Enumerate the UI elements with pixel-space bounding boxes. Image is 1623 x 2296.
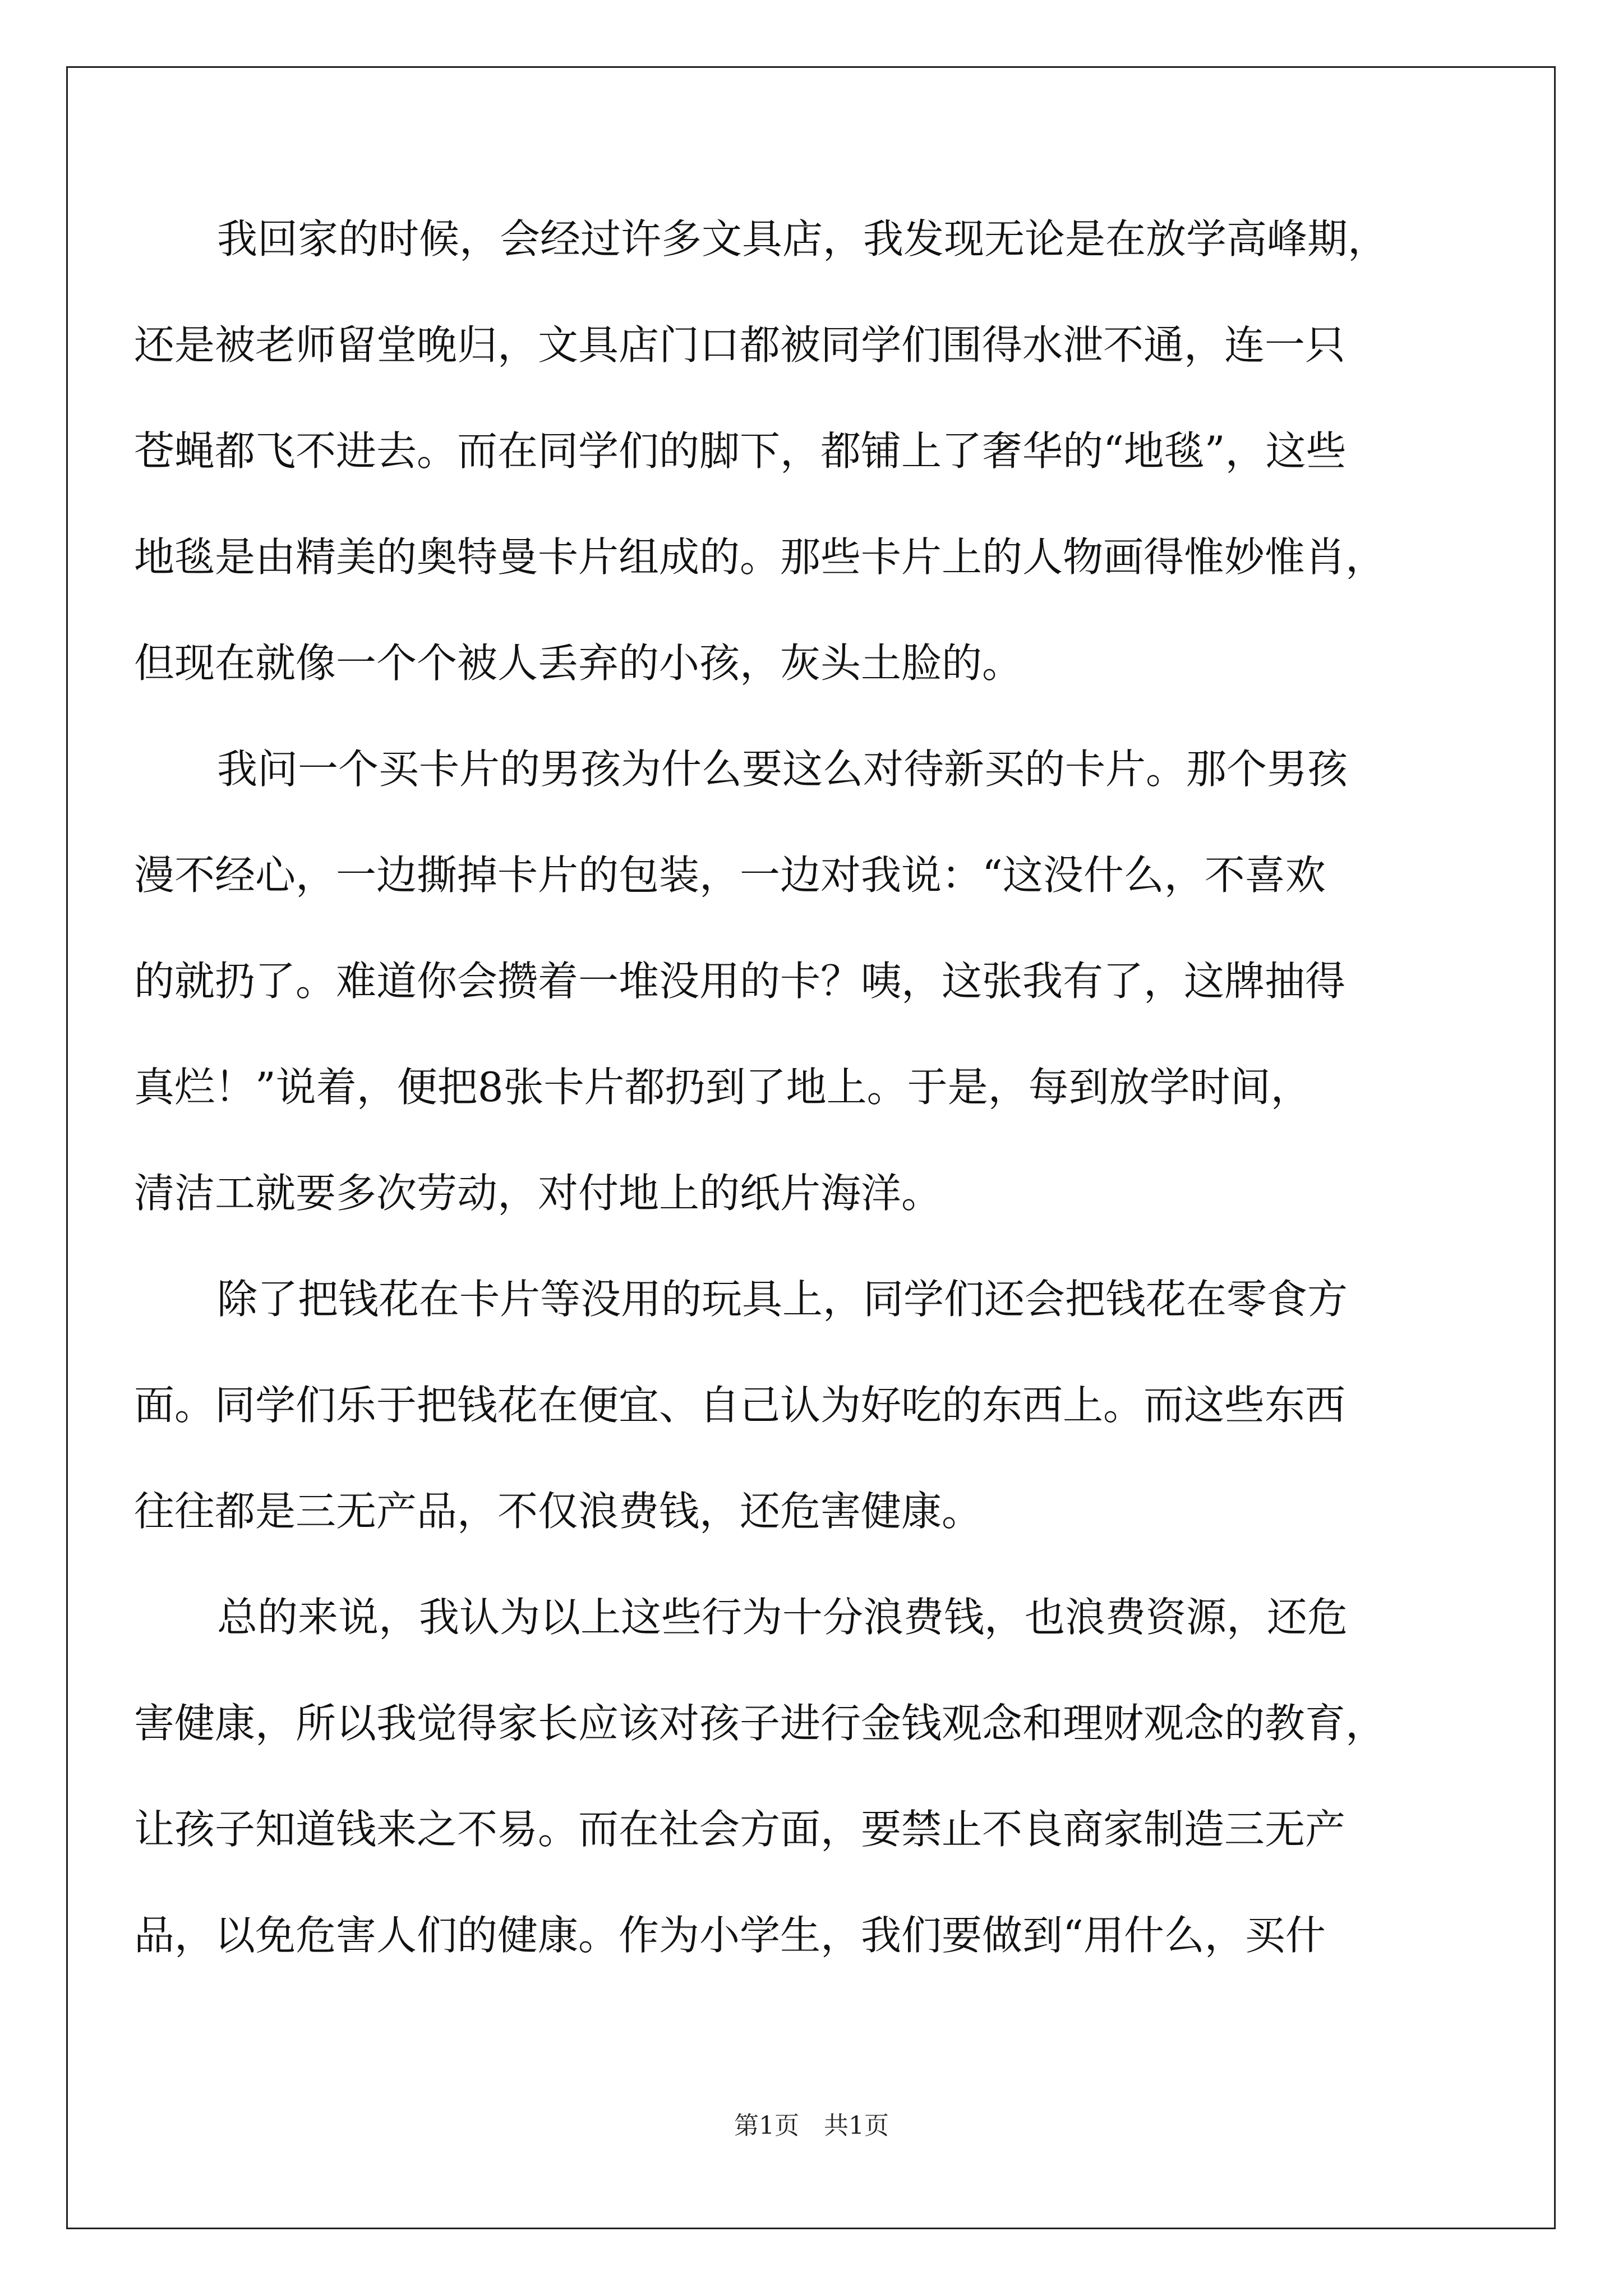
text-line: 但现在就像一个个被人丢弃的小孩，灰头土脸的。 <box>134 639 1023 687</box>
paragraph-3 <box>134 1246 1430 1565</box>
paragraph-2 <box>134 716 1430 1246</box>
document-body <box>134 186 1430 1989</box>
text-line: 让孩子知道钱来之不易。而在社会方面，要禁止不良商家制造三无产 <box>134 1806 1346 1853</box>
text-line: 还是被老师留堂晚归，文具店门口都被同学们围得水泄不通，连一只 <box>134 321 1346 369</box>
text-line: 的就扔了。难道你会攒着一堆没用的卡？咦，这张我有了，这牌抽得 <box>134 958 1346 1005</box>
text-line: 苍蝇都飞不进去。而在同学们的脚下，都铺上了奢华的“地毯”，这些 <box>134 427 1347 475</box>
paragraph-1 <box>134 186 1430 716</box>
text-line: 总的来说，我认为以上这些行为十分浪费钱，也浪费资源，还危 <box>217 1594 1348 1641</box>
page-footer <box>0 2109 1623 2143</box>
page-number-label: 第1页 共1页 <box>734 2111 889 2140</box>
text-line: 我问一个买卡片的男孩为什么要这么对待新买的卡片。那个男孩 <box>217 746 1348 793</box>
text-line: 清洁工就要多次劳动，对付地上的纸片海洋。 <box>134 1170 942 1217</box>
text-line: 面。同学们乐于把钱花在便宜、自己认为好吃的东西上。而这些东西 <box>134 1382 1346 1429</box>
text-line: 漫不经心，一边撕掉卡片的包装，一边对我说：“这没什么，不喜欢 <box>134 852 1326 899</box>
text-line: 品，以免危害人们的健康。作为小学生，我们要做到“用什么，买什 <box>134 1912 1326 1959</box>
text-line: 地毯是由精美的奥特曼卡片组成的。那些卡片上的人物画得惟妙惟肖， <box>134 533 1386 581</box>
text-line: 往往都是三无产品，不仅浪费钱，还危害健康。 <box>134 1488 983 1535</box>
text-line: 除了把钱花在卡片等没用的玩具上，同学们还会把钱花在零食方 <box>217 1276 1348 1323</box>
paragraph-4 <box>134 1565 1430 1989</box>
text-line: 我回家的时候，会经过许多文具店，我发现无论是在放学高峰期， <box>217 215 1389 263</box>
text-line: 真烂！”说着，便把8张卡片都扔到了地上。于是，每到放学时间， <box>134 1064 1311 1111</box>
text-line: 害健康，所以我觉得家长应该对孩子进行金钱观念和理财观念的教育， <box>134 1700 1386 1747</box>
